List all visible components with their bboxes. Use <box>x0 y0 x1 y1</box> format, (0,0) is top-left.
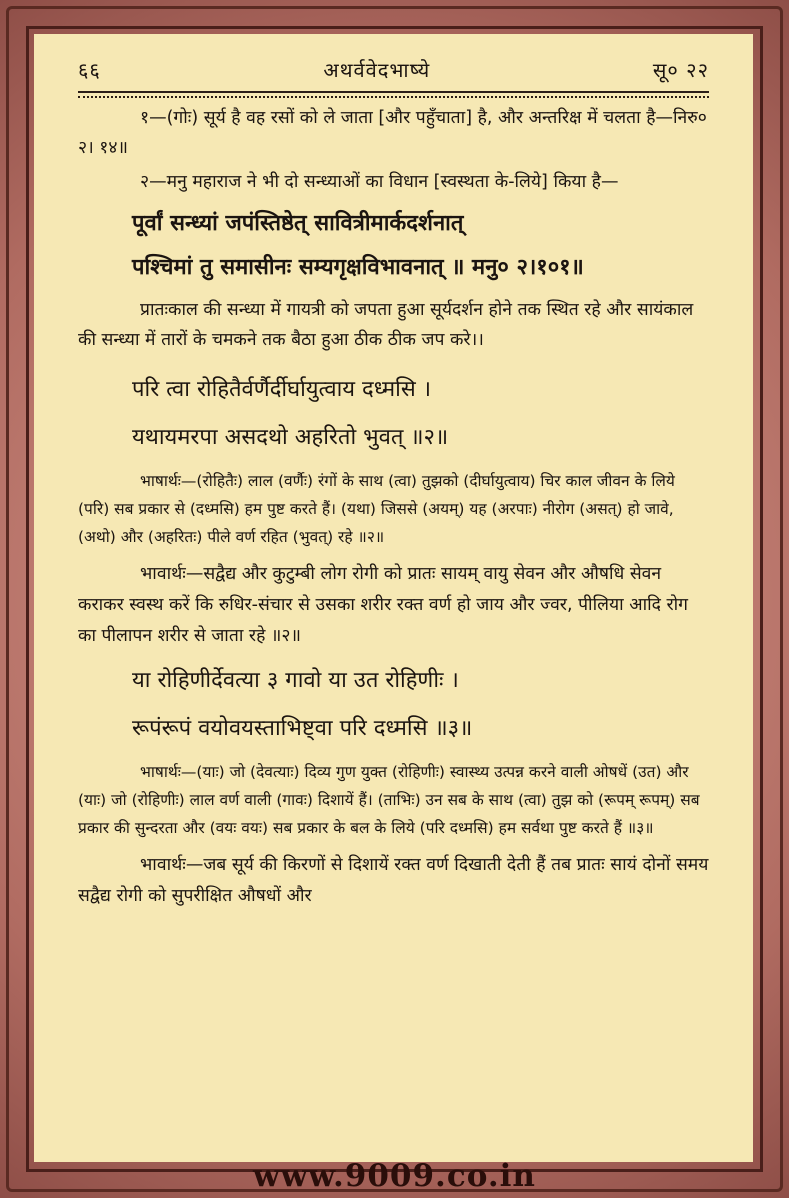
bhavartha-2: भावार्थः—सद्वैद्य और कुटुम्बी लोग रोगी को प्रातः सायम् वायु सेवन और औषधि सेवन कराकर स्वस्थ करें कि रुधिर-संचार से उसका शरीर रक्त वर्ण हो जाय और ज्वर, पीलिया आदि रोग का पीलापन शरीर से जाता रहे ॥२॥ <box>78 564 689 646</box>
page-number: ६६ <box>78 58 101 82</box>
mantra-3-line-1: या रोहिणीर्देवत्या ३ गावो या उत रोहिणीः । <box>132 668 459 693</box>
mantra-2 <box>78 375 709 453</box>
mantra-2-line-1: परि त्वा रोहितैर्वर्णैर्दीर्घायुत्वाय दध्मसि । <box>132 377 432 402</box>
page-header <box>78 56 709 83</box>
bhavartha-3: भावार्थः—जब सूर्य की किरणों से दिशायें रक्त वर्ण दिखाती देती हैं तब प्रातः सायं दोनों समय सद्वैद्य रोगी को सुपरीक्षित औषधों और <box>78 855 709 906</box>
manu-verse <box>78 209 709 283</box>
mantra-2-line-2: यथायमरपा असदथो अहरितो भुवत् ॥२॥ <box>132 425 449 450</box>
bhashya-2: भाषार्थः—(रोहितैः) लाल (वर्णैः) रंगों के साथ (त्वा) तुझको (दीर्घायुत्वाय) चिर काल जीवन के लिये (परि) सब प्रकार से (दध्मसि) हम पुष्ट करते हैं। (यथा) जिससे (अयम्) यह (अरपाः) नीरोग (असत्) हो जावे, (अथो) और (अहरितः) पीले वर्ण रहित (भुवत्) रहे ॥२॥ <box>78 472 675 546</box>
sukta-number: सू० २२ <box>652 58 709 82</box>
website-footer: www.9009.co.in <box>253 1158 536 1194</box>
header-rule <box>78 91 709 103</box>
book-page <box>34 34 753 1162</box>
manu-verse-line-2: पश्चिमां तु समासीनः सम्यगृक्षविभावनात् ॥ मनु० २।१०१॥ <box>132 255 584 280</box>
mantra-3 <box>78 666 709 744</box>
manu-verse-line-1: पूर्वां सन्ध्यां जपंस्तिष्ठेत् सावित्रीमार्कदर्शनात् <box>132 211 464 236</box>
mantra-3-line-2: रूपंरूपं वयोवयस्ताभिष्ट्वा परि दध्मसि ॥३॥ <box>132 716 473 741</box>
manu-verse-meaning: प्रातःकाल की सन्ध्या में गायत्री को जपता हुआ सूर्यदर्शन होने तक स्थित रहे और सायंकाल की सन्ध्या में तारों के चमकने तक बैठा हुआ ठीक ठीक जप करे।। <box>78 300 694 350</box>
page-title: अथर्ववेदभाष्ये <box>323 58 431 82</box>
footnote-2: २—मनु महाराज ने भी दो सन्ध्याओं का विधान [स्वस्थता के-लिये] किया है— <box>140 172 619 192</box>
bhashya-3: भाषार्थः—(याः) जो (देवत्याः) दिव्य गुण युक्त (रोहिणीः) स्वास्थ्य उत्पन्न करने वाली ओषधें (उत) और (याः) जो (रोहिणीः) लाल वर्ण वाली (गावः) दिशायें हैं। (ताभिः) उन सब के साथ (त्वा) तुझ को (रूपम् रूपम्) सब प्रकार की सुन्दरता और (वयः वयः) सब प्रकार के बल के लिये (परि दध्मसि) हम सर्वथा पुष्ट करते हैं ॥३॥ <box>78 763 700 837</box>
footnote-1: १—(गोः) सूर्य है वह रसों को ले जाता [और पहुँचाता] है, और अन्तरिक्ष में चलता है—निरु० २। १४॥ <box>78 108 707 158</box>
